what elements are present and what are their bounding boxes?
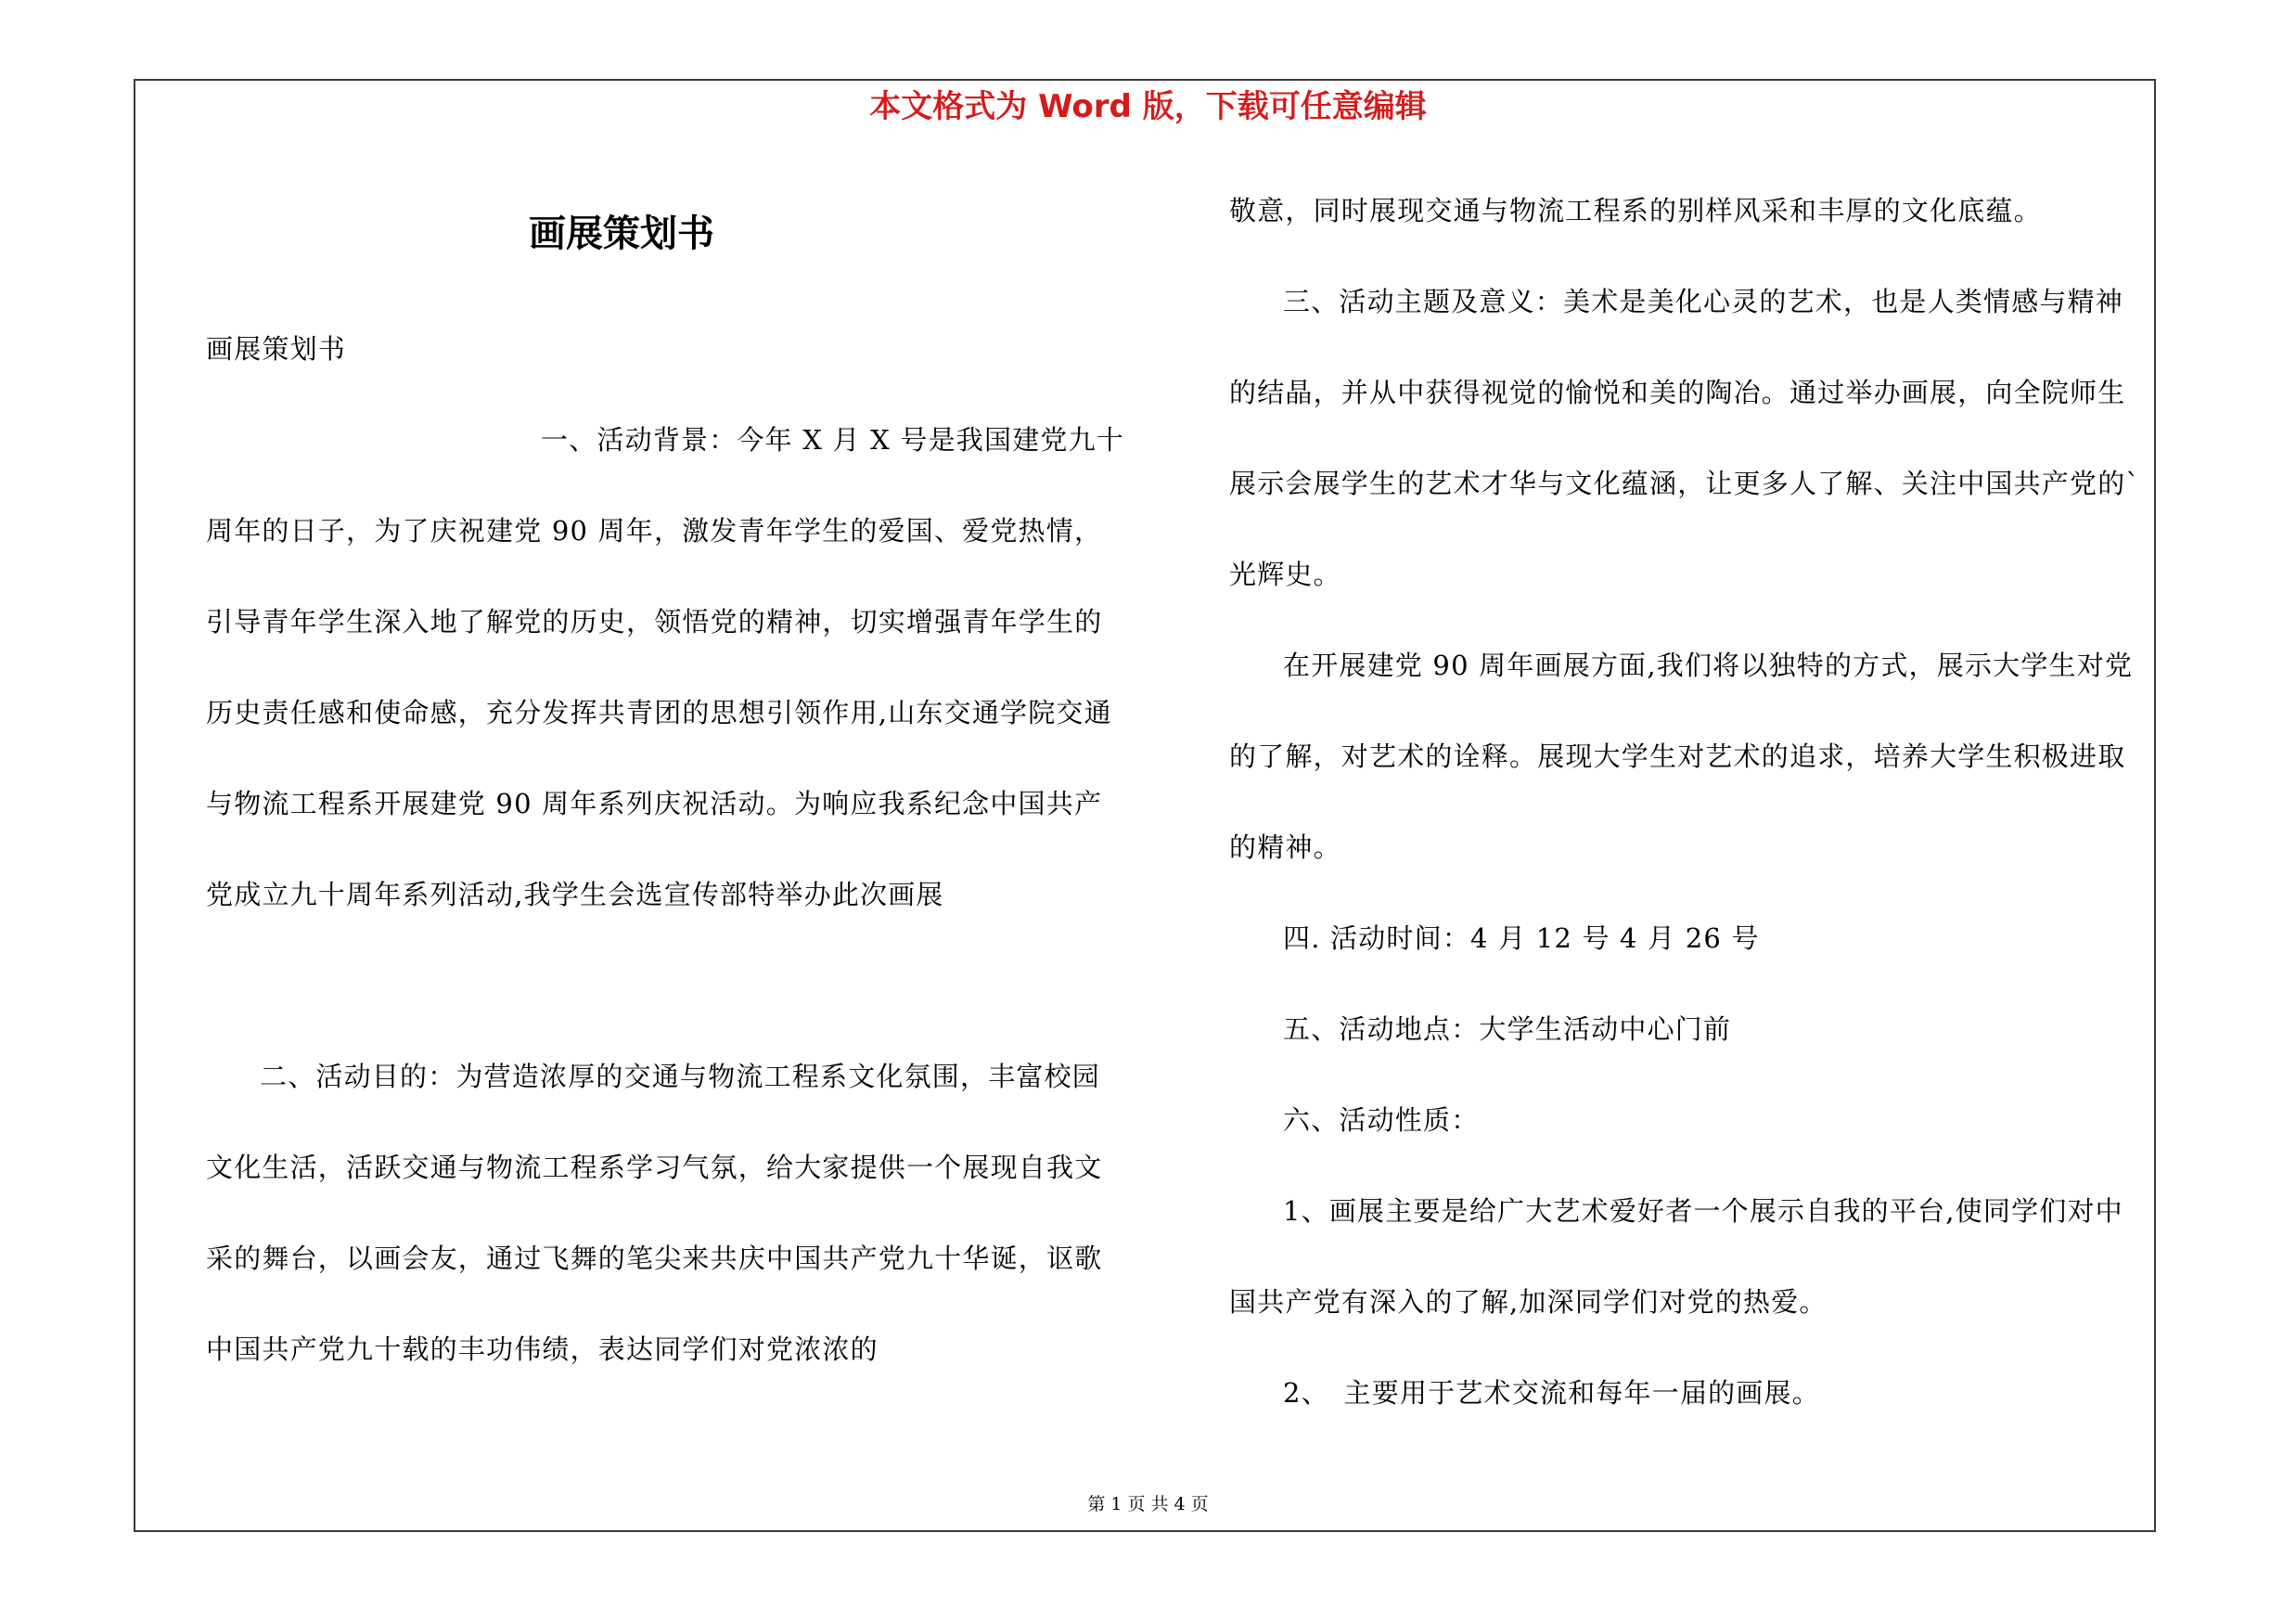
list-item-2: 2、 主要用于艺术交流和每年一届的画展。	[1283, 1377, 1820, 1409]
document-title: 画展策划书	[529, 212, 714, 255]
format-banner: 本文格式为 Word 版，下载可任意编辑	[869, 88, 1427, 125]
section-1-heading: 一、活动背景：今年 X 月 X 号是我国建党九十	[541, 424, 1124, 456]
continued-paragraph: 敬意，同时展现交通与物流工程系的别样风采和丰厚的文化底蕴。	[1229, 195, 2042, 226]
section-4-time: 四. 活动时间：4 月 12 号 4 月 26 号	[1283, 922, 1760, 954]
page-number: 第 1 页 共 4 页	[1087, 1494, 1209, 1514]
anniversary-paragraph: 在开展建党 90 周年画展方面,我们将以独特的方式，展示大学生对党的了解，对艺术的诠释。展现大学生对艺术的追求，培养大学生积极进取的精神。	[1229, 650, 2134, 863]
section-1-body: 周年的日子，为了庆祝建党 90 周年，激发青年学生的爱国、爱党热情，引导青年学生深入地了解党的历史，领悟党的精神，切实增强青年学生的历史责任感和使命感，充分发挥共青团的思想引领作用,山东交通学院交通与物流工程系开展建党 90 周年系列庆祝活动。为响应我系纪念中国共产党成立九十周年系列活动,我学生会选宣传部特举办此次画展	[206, 515, 1112, 910]
left-column	[206, 303, 1124, 1395]
section-5-location: 五、活动地点：大学生活动中心门前	[1283, 1013, 1732, 1045]
subtitle: 画展策划书	[206, 333, 347, 365]
section-3-paragraph: 三、活动主题及意义：美术是美化心灵的艺术，也是人类情感与精神的结晶，并从中获得视觉的愉悦和美的陶冶。通过举办画展，向全院师生展示会展学生的艺术才华与文化蕴涵，让更多人了解、关注中国共产党的`光辉史。	[1229, 286, 2141, 590]
list-item-1: 1、画展主要是给广大艺术爱好者一个展示自我的平台,使同学们对中国共产党有深入的了解,加深同学们对党的热爱。	[1229, 1195, 2123, 1318]
right-column	[1229, 165, 2148, 1438]
section-2-paragraph: 二、活动目的：为营造浓厚的交通与物流工程系文化氛围，丰富校园文化生活，活跃交通与物流工程系学习气氛，给大家提供一个展现自我文采的舞台，以画会友，通过飞舞的笔尖来共庆中国共产党九十华诞，讴歌中国共产党九十载的丰功伟绩，表达同学们对党浓浓的	[206, 1061, 1103, 1365]
paragraph-gap	[206, 940, 1124, 1031]
section-6-heading: 六、活动性质：	[1283, 1104, 1480, 1136]
